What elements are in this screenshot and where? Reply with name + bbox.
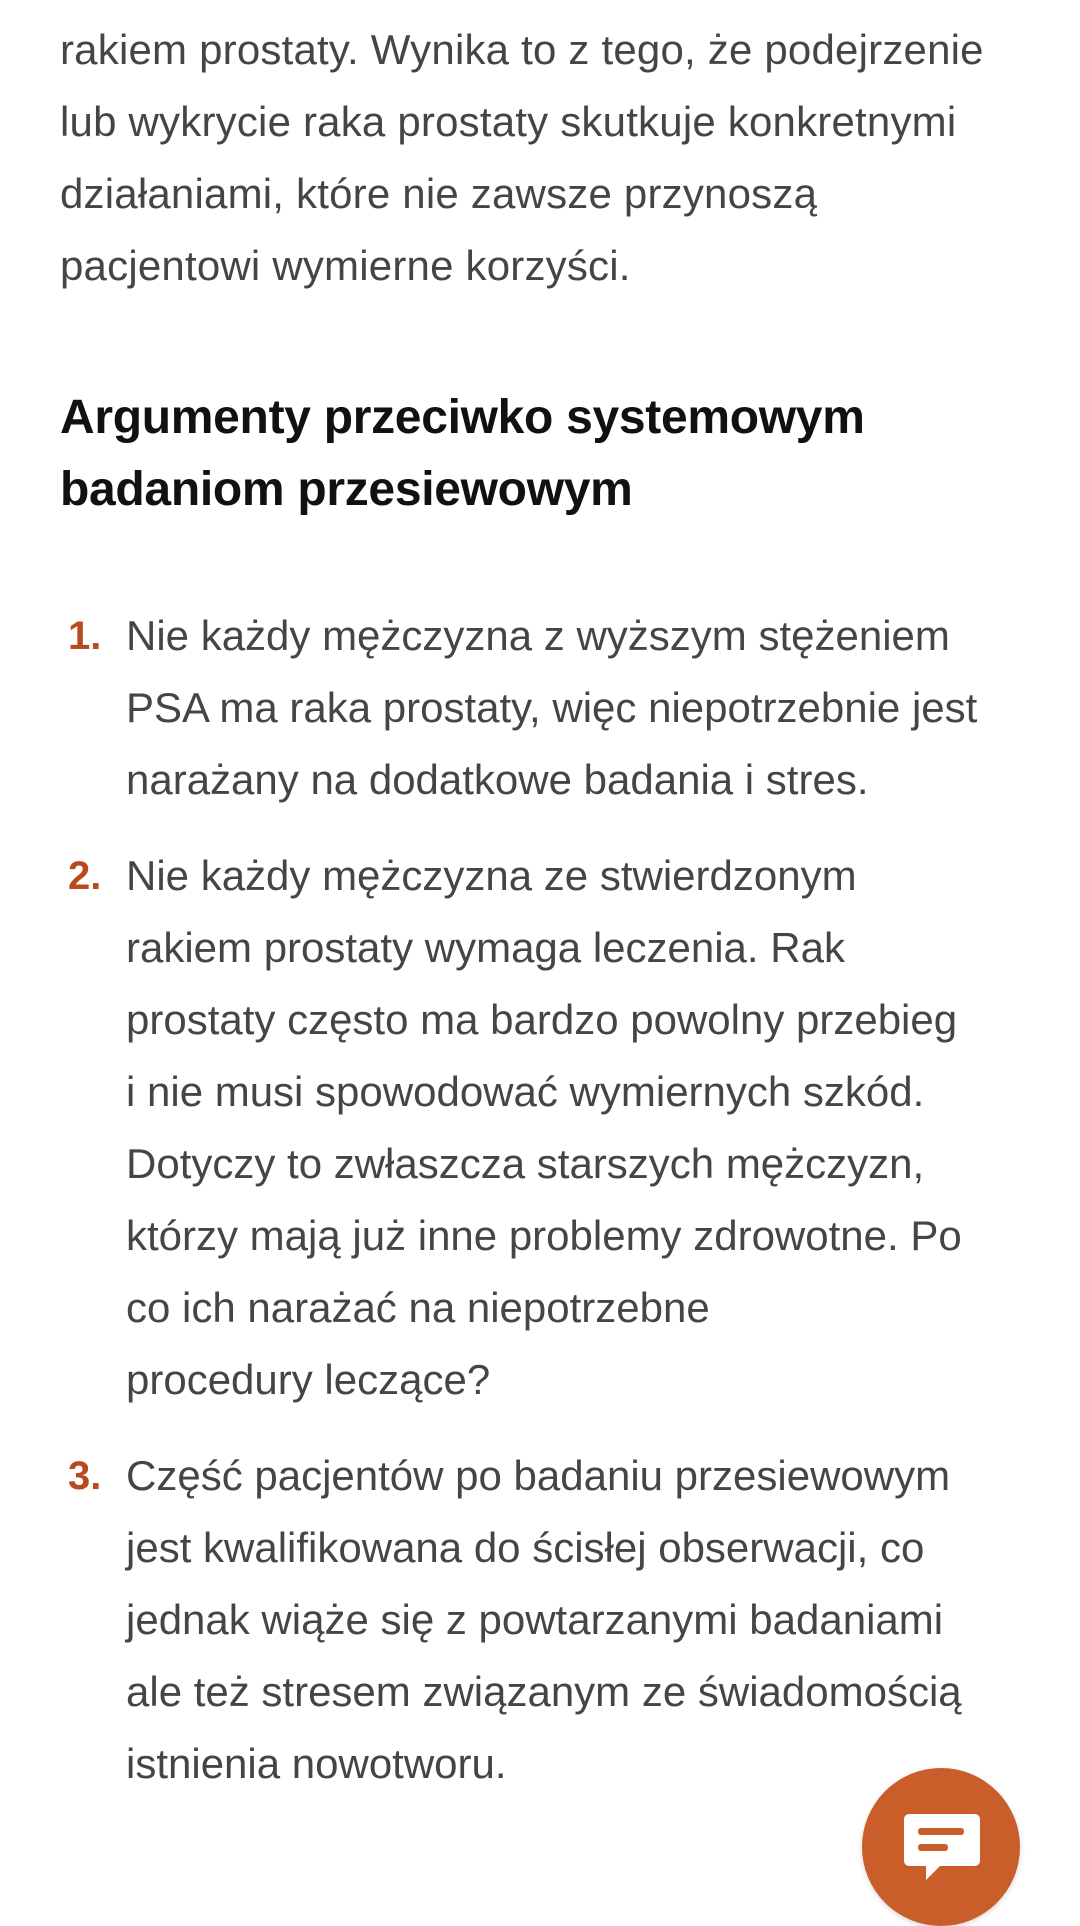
intro-line: pacjentowi wymierne korzyści. xyxy=(60,242,631,289)
list-item-line: procedury leczące? xyxy=(126,1356,491,1403)
intro-line: działaniami, które nie zawsze przynoszą xyxy=(60,170,818,217)
list-item-line: narażany na dodatkowe badania i stres. xyxy=(126,756,869,803)
list-item-line: Nie każdy mężczyzna ze stwierdzonym xyxy=(126,852,857,899)
arguments-list xyxy=(60,600,1020,1824)
list-item xyxy=(60,1440,1020,1800)
intro-line: lub wykrycie raka prostaty skutkuje konkretnymi xyxy=(60,98,957,145)
section-heading xyxy=(60,382,1020,526)
list-item-line: co ich narażać na niepotrzebne xyxy=(126,1284,710,1331)
list-item-line: którzy mają już inne problemy zdrowotne. Po xyxy=(126,1212,962,1259)
list-item-number: 3. xyxy=(68,1454,102,1498)
list-item-line: rakiem prostaty wymaga leczenia. Rak xyxy=(126,924,845,971)
chat-button[interactable] xyxy=(862,1768,1020,1926)
list-item-line: ale też stresem związanym ze świadomością xyxy=(126,1668,962,1715)
list-item-number: 2. xyxy=(68,854,102,898)
list-item-line: Nie każdy mężczyzna z wyższym stężeniem xyxy=(126,612,950,659)
list-item-line: PSA ma raka prostaty, więc niepotrzebnie jest xyxy=(126,684,978,731)
list-item-line: jednak wiąże się z powtarzanymi badaniami xyxy=(126,1596,944,1643)
intro-paragraph xyxy=(60,14,1020,302)
list-item-line: i nie musi spowodować wymiernych szkód. xyxy=(126,1068,925,1115)
heading-line: badaniom przesiewowym xyxy=(60,463,633,516)
list-item-number: 1. xyxy=(68,614,102,658)
intro-line: rakiem prostaty. Wynika to z tego, że podejrzenie xyxy=(60,26,984,73)
list-item xyxy=(60,600,1020,816)
list-item-line: Część pacjentów po badaniu przesiewowym xyxy=(126,1452,951,1499)
list-item xyxy=(60,840,1020,1416)
list-item-line: istnienia nowotworu. xyxy=(126,1740,507,1787)
list-item-line: prostaty często ma bardzo powolny przebieg xyxy=(126,996,958,1043)
list-item-line: jest kwalifikowana do ścisłej obserwacji, co xyxy=(126,1524,925,1571)
heading-line: Argumenty przeciwko systemowym xyxy=(60,391,865,444)
chat-bubble-icon xyxy=(900,1810,984,1892)
list-item-line: Dotyczy to zwłaszcza starszych mężczyzn, xyxy=(126,1140,925,1187)
